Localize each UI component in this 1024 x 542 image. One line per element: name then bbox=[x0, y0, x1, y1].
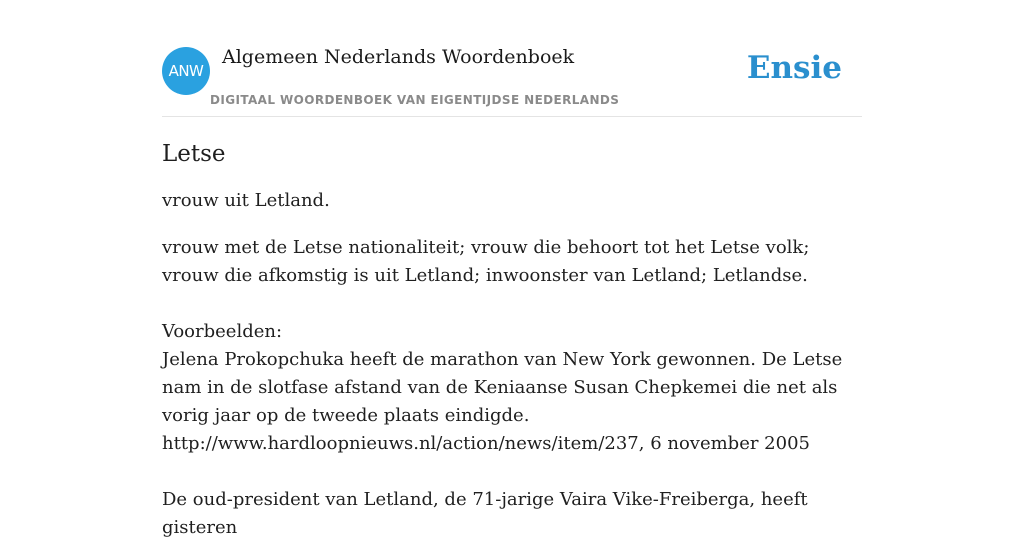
short-definition: vrouw uit Letland. bbox=[162, 190, 330, 211]
anw-logo[interactable]: ANW bbox=[162, 47, 210, 95]
headword: Letse bbox=[162, 141, 226, 167]
site-subtitle: DIGITAAL WOORDENBOEK VAN EIGENTIJDSE NEDERLANDS bbox=[210, 93, 620, 107]
ensie-brand-logo[interactable]: Ensie bbox=[746, 50, 842, 86]
entry-content bbox=[162, 138, 862, 542]
site-header bbox=[162, 40, 862, 117]
long-definition: vrouw met de Letse nationaliteit; vrouw die behoort tot het Letse volk; vrouw die afkomstig is uit Letland; inwoonster van Letland; Letlandse. Voorbeelden: Jelena Prokopchuka heeft de marathon van New York gewonnen. De Letse nam in de slotfase afstand van de Keniaanse Susan Chepkemei die net als vorig jaar op de tweede plaats eindigde. http://www.hardloopnieuws.nl/action/news/item/237, 6 november 2005 De oud-president van Letland, de 71-jarige Vaira Vike-Freiberga, heeft gisteren bbox=[162, 237, 843, 538]
site-title[interactable]: Algemeen Nederlands Woordenboek bbox=[222, 46, 575, 68]
